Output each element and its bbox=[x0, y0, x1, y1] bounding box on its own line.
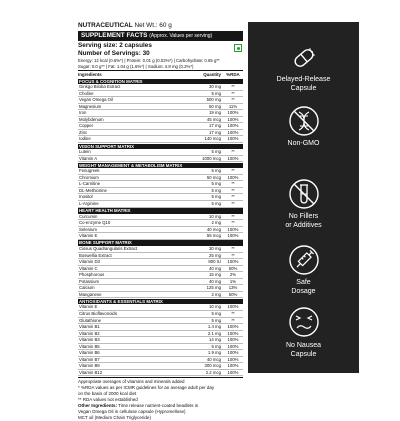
ingredient-rda: ** bbox=[231, 201, 235, 207]
ingredient-quantity: 2.1 mg bbox=[207, 330, 221, 336]
badge-label bbox=[248, 278, 359, 296]
ingredient-name: Zinc bbox=[79, 129, 88, 135]
column-headers bbox=[78, 72, 243, 78]
ingredient-rda: ** bbox=[231, 187, 235, 193]
ingredient-name: Copper bbox=[79, 123, 94, 129]
badge-label bbox=[248, 75, 359, 93]
other-ingredients-text: Time release nutrient-coated beadlets in bbox=[117, 403, 199, 409]
ingredient-quantity: 5 mg bbox=[211, 317, 221, 323]
ingredient-name: Vitamin B9 bbox=[79, 363, 100, 369]
energy-line-1: Energy: 12 kcal (0.6%*) | Protein: 0.01 g (0.02%*) | Carbohydrate: 0.65 g** bbox=[78, 58, 220, 63]
ingredient-rda: ** bbox=[231, 149, 235, 155]
ingredient-name: Vitamin B7 bbox=[79, 356, 100, 362]
ingredient-rda: 11% bbox=[228, 103, 238, 109]
brand-name: NUTRACEUTICAL bbox=[78, 22, 133, 29]
ingredient-quantity: 300 mcg bbox=[204, 363, 221, 369]
ingredient-rda: 100% bbox=[227, 324, 239, 330]
ingredient-rda: 100% bbox=[227, 369, 239, 375]
section-header: HEART HEALTH MATRIX bbox=[78, 208, 243, 214]
ingredient-name: Vitamin B1 bbox=[79, 324, 100, 330]
ingredient-name: Fenugreek bbox=[79, 168, 100, 174]
footnote-line: MCT oil (Medium Chain Triglyceride) bbox=[78, 415, 151, 421]
ingredient-quantity: 5 mg bbox=[211, 90, 221, 96]
footnote-line: on the basis of 2000 kcal diet bbox=[78, 391, 137, 397]
badge-label-line: Non-GMO bbox=[287, 140, 320, 147]
ingredient-rda: 100% bbox=[227, 337, 239, 343]
ingredient-name: Citrus Bioflavonoids bbox=[79, 310, 117, 316]
footnote-line: ** RDA values not established bbox=[78, 397, 138, 403]
rda-header: %RDA bbox=[226, 72, 240, 77]
supplement-facts-title: SUPPLEMENT FACTS bbox=[81, 32, 148, 39]
ingredient-rda: ** bbox=[231, 194, 235, 200]
ingredient-quantity: 17 mg bbox=[209, 123, 221, 129]
ingredient-name: Vegan Omega Oil bbox=[79, 97, 113, 103]
ingredient-quantity: 30 mg bbox=[209, 245, 221, 251]
ingredient-quantity: 500 mg bbox=[206, 97, 221, 103]
ingredient-rda: 2% bbox=[229, 272, 237, 278]
ingredient-name: Choline bbox=[79, 90, 94, 96]
ingredient-quantity: 50 mcg bbox=[206, 174, 221, 180]
ingredient-quantity: 1.4 mg bbox=[207, 324, 221, 330]
badge-label-line: No Nausea bbox=[285, 342, 322, 349]
ingredient-row bbox=[78, 201, 243, 208]
ingredient-name: Vitamin A bbox=[79, 155, 98, 161]
ingredient-name: Vitamin C bbox=[79, 265, 98, 271]
ingredient-rda: 100% bbox=[227, 129, 239, 135]
syringe-icon bbox=[288, 244, 320, 276]
ingredient-name: Boswellia Extract bbox=[79, 252, 112, 258]
ingredient-name: Glutathione bbox=[79, 317, 101, 323]
ingredient-rda: 100% bbox=[227, 116, 239, 122]
ingredient-rda: ** bbox=[231, 181, 235, 187]
ingredient-name: Vitamin E bbox=[79, 304, 98, 310]
ingredient-quantity: 5 mg bbox=[211, 187, 221, 193]
ingredient-rda: 1% bbox=[229, 278, 237, 284]
ingredient-name: DL-Methionine bbox=[79, 187, 107, 193]
supplement-facts-header bbox=[78, 31, 243, 41]
ingredient-name: Ginkgo Biloba Extract bbox=[79, 84, 121, 90]
footnotes bbox=[78, 379, 243, 421]
ingredient-rda: 100% bbox=[227, 233, 239, 239]
section-header: FOCUS & COGNITION MATRIX bbox=[78, 79, 243, 85]
ingredient-rda: 50% bbox=[228, 265, 238, 271]
ingredient-name: Vitamin E bbox=[79, 233, 98, 239]
vegetarian-mark-icon bbox=[234, 44, 242, 52]
badge-label-line: Safe bbox=[296, 279, 311, 286]
ingredient-rda: 100% bbox=[227, 304, 239, 310]
ingredient-quantity: 2 mg bbox=[211, 291, 221, 297]
quantity-header: Quantity bbox=[203, 72, 221, 77]
test-tube-crossed-icon bbox=[288, 178, 320, 210]
ingredient-quantity: 19 mg bbox=[209, 110, 221, 116]
badge-label bbox=[248, 212, 359, 230]
ingredient-rda: 100% bbox=[227, 356, 239, 362]
ingredient-row bbox=[78, 136, 243, 143]
section-header: WEIGHT MANAGEMENT & METABOLISM MATRIX bbox=[78, 163, 243, 169]
ingredient-quantity: 15 mg bbox=[209, 272, 221, 278]
ingredient-rda: ** bbox=[231, 90, 235, 96]
dna-crossed-icon bbox=[288, 105, 320, 137]
divider bbox=[78, 70, 243, 71]
ingredient-quantity: 5 mg bbox=[211, 149, 221, 155]
ingredient-quantity: 10 mg bbox=[209, 304, 221, 310]
ingredient-name: Curcumin bbox=[79, 213, 98, 219]
ingredient-rda: 100% bbox=[227, 136, 239, 142]
ingredient-quantity: 5 mg bbox=[211, 343, 221, 349]
other-ingredients-label: Other Ingredients: bbox=[78, 403, 118, 409]
section-header: VISION SUPPORT MATRIX bbox=[78, 144, 243, 150]
ingredient-quantity: 5 mg bbox=[211, 310, 221, 316]
ingredient-rda: 100% bbox=[227, 363, 239, 369]
net-weight: Net Wt.: 60 g bbox=[134, 22, 172, 29]
ingredient-name: Cissus Quadrangularis Extract bbox=[79, 245, 138, 251]
ingredient-name: Inositol bbox=[79, 194, 93, 200]
ingredient-name: Vitamin D3 bbox=[79, 259, 100, 265]
ingredient-row bbox=[78, 156, 243, 163]
section-header: BONE SUPPORT MATRIX bbox=[78, 240, 243, 246]
energy-line-2: Sugar: 0.0 g** | Fat: 1.04 g (1.6%*) | Sodium: 4.8 mg (0.2%*) bbox=[78, 63, 194, 69]
ingredient-rda: 100% bbox=[227, 259, 239, 265]
ingredient-quantity: 1.9 mg bbox=[207, 350, 221, 356]
ingredient-rda: ** bbox=[231, 252, 235, 258]
nausea-face-icon bbox=[287, 305, 321, 339]
ingredient-quantity: 10 mg bbox=[209, 213, 221, 219]
ingredient-quantity: 800 IU bbox=[208, 259, 221, 265]
ingredient-quantity: 14 mg bbox=[209, 337, 221, 343]
ingredient-name: Calcium bbox=[79, 285, 95, 291]
ingredient-rda: ** bbox=[231, 168, 235, 174]
capsule-icon bbox=[289, 43, 319, 73]
ingredient-rda: ** bbox=[231, 213, 235, 219]
ingredient-row bbox=[78, 233, 243, 240]
ingredient-row bbox=[78, 292, 243, 299]
ingredient-quantity: 40 mg bbox=[209, 265, 221, 271]
badge-safe-dosage bbox=[248, 244, 359, 296]
footnote-line: Appropriate overages of vitamins and minerals added bbox=[78, 379, 185, 385]
ingredient-name: L-Carnitine bbox=[79, 181, 101, 187]
ingredient-rda: 100% bbox=[227, 110, 239, 116]
badge-label bbox=[248, 341, 359, 359]
ingredient-name: Phosphorous bbox=[79, 272, 105, 278]
ingredient-name: Potassium bbox=[79, 278, 100, 284]
ingredient-quantity: 5 mg bbox=[211, 168, 221, 174]
ingredient-rda: 50% bbox=[228, 291, 238, 297]
ingredient-name: Selenium bbox=[79, 226, 97, 232]
footnote-line: Vegan Omega Oil in cellulose capsule (Hypromellose) bbox=[78, 409, 186, 415]
ingredient-name: Chromium bbox=[79, 174, 99, 180]
section-header: ANTIOXIDANTS & ESSENTIALS MATRIX bbox=[78, 299, 243, 305]
ingredient-quantity: 25 mg bbox=[209, 252, 221, 258]
ingredient-quantity: 50 mg bbox=[209, 103, 221, 109]
features-panel bbox=[248, 22, 359, 373]
badge-non-gmo bbox=[248, 105, 359, 148]
ingredient-quantity: 2 mg bbox=[211, 220, 221, 226]
ingredient-name: Molybdenum bbox=[79, 116, 104, 122]
badge-label-line: Capsule bbox=[290, 85, 317, 92]
ingredient-name: Magnesium bbox=[79, 103, 102, 109]
serving-size: Serving size: 2 capsules bbox=[78, 42, 152, 49]
divider bbox=[78, 377, 243, 378]
badge-label-line: Dosage bbox=[291, 288, 316, 295]
ingredients-header: Ingredients bbox=[78, 72, 102, 77]
ingredient-rda: ** bbox=[231, 220, 235, 226]
supplement-facts-subtitle: (Approx. Values per serving) bbox=[149, 33, 213, 39]
ingredient-name: Vitamin B3 bbox=[79, 337, 100, 343]
badge-label bbox=[248, 139, 359, 148]
badge-delayed-release bbox=[248, 43, 359, 93]
ingredient-quantity: 2.2 mcg bbox=[205, 369, 221, 375]
ingredient-quantity: 40 mcg bbox=[206, 226, 221, 232]
footnote-line: * %RDA values as per ICMR guidelines for an average adult per day bbox=[78, 385, 215, 391]
ingredient-quantity: 40 mg bbox=[209, 278, 221, 284]
ingredient-rda: ** bbox=[231, 245, 235, 251]
ingredient-rda: 100% bbox=[227, 343, 239, 349]
ingredient-name: Vitamin B12 bbox=[79, 369, 103, 375]
ingredient-quantity: 55 mcg bbox=[206, 233, 221, 239]
ingredient-rda: ** bbox=[231, 97, 235, 103]
supplement-facts-label bbox=[78, 22, 243, 421]
ingredient-quantity: 40 mcg bbox=[206, 356, 221, 362]
ingredient-quantity: 5 mg bbox=[211, 201, 221, 207]
ingredient-name: Vitamin B6 bbox=[79, 350, 100, 356]
ingredient-name: Iron bbox=[79, 110, 87, 116]
badge-label-line: or Additives bbox=[285, 222, 322, 229]
badge-no-fillers bbox=[248, 178, 359, 230]
ingredient-rda: 100% bbox=[227, 123, 239, 129]
ingredient-rda: ** bbox=[231, 84, 235, 90]
badge-label-line: Capsule bbox=[290, 351, 317, 358]
ingredient-name: Vitamin B5 bbox=[79, 343, 100, 349]
ingredient-quantity: 125 mg bbox=[206, 285, 221, 291]
ingredient-rda: 100% bbox=[227, 330, 239, 336]
ingredient-quantity: 1000 mcg bbox=[202, 155, 221, 161]
brand-line bbox=[78, 22, 243, 30]
badge-label-line: Delayed-Release bbox=[276, 76, 331, 83]
ingredient-quantity: 45 mcg bbox=[206, 116, 221, 122]
ingredient-name: Co-enzyme Q10 bbox=[79, 220, 111, 226]
badge-no-nausea bbox=[248, 305, 359, 359]
ingredient-name: Vitamin B2 bbox=[79, 330, 100, 336]
ingredient-rda: ** bbox=[231, 310, 235, 316]
ingredient-sections bbox=[78, 79, 243, 377]
ingredient-quantity: 140 mcg bbox=[204, 136, 221, 142]
ingredient-rda: 13% bbox=[228, 285, 238, 291]
ingredient-name: Lutein bbox=[79, 149, 91, 155]
ingredient-name: Iodine bbox=[79, 136, 91, 142]
ingredient-row bbox=[78, 370, 243, 377]
ingredient-name: L-Arginine bbox=[79, 201, 99, 207]
ingredient-quantity: 5 mg bbox=[211, 181, 221, 187]
ingredient-quantity: 17 mg bbox=[209, 129, 221, 135]
ingredient-rda: 100% bbox=[227, 350, 239, 356]
ingredient-rda: ** bbox=[231, 317, 235, 323]
number-of-servings: Number of Servings: 30 bbox=[78, 50, 150, 57]
ingredient-quantity: 5 mg bbox=[211, 194, 221, 200]
badge-label-line: No Fillers bbox=[288, 213, 319, 220]
ingredient-rda: 100% bbox=[227, 226, 239, 232]
ingredient-quantity: 30 mg bbox=[209, 84, 221, 90]
ingredient-name: Manganese bbox=[79, 291, 102, 297]
ingredient-rda: 100% bbox=[227, 174, 239, 180]
serving-info bbox=[78, 41, 243, 58]
ingredient-rda: 100% bbox=[227, 155, 239, 161]
